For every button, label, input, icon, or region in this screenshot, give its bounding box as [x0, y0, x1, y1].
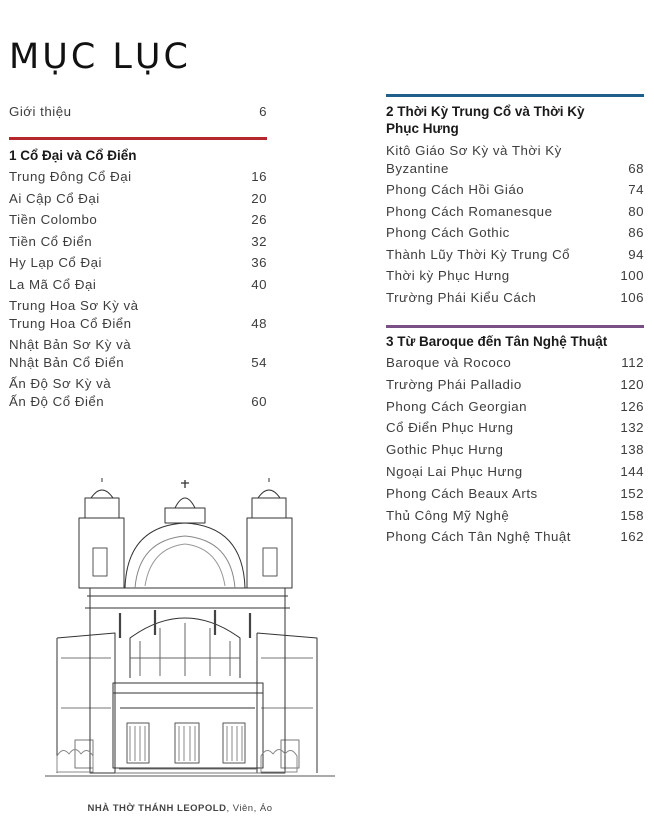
list-item[interactable] — [9, 254, 267, 272]
list-item[interactable] — [386, 354, 644, 372]
entry-page: 120 — [620, 376, 644, 392]
list-item[interactable] — [9, 297, 267, 332]
section3-heading: 3 Từ Baroque đến Tân Nghệ Thuật — [386, 334, 608, 349]
entry-label: Trung Đông Cổ Đại — [9, 169, 132, 184]
entry-page: 94 — [628, 246, 644, 262]
entry-label: Tiền Cổ Điển — [9, 233, 93, 249]
entry-page: 100 — [620, 268, 644, 283]
list-item[interactable] — [386, 441, 644, 459]
entry-page: 126 — [620, 398, 644, 414]
entry-page: 40 — [251, 276, 267, 292]
entry-label: Cổ Điển Phục Hưng — [386, 420, 514, 436]
list-item[interactable] — [9, 233, 267, 251]
list-item[interactable] — [386, 528, 644, 546]
entry-label: Gothic Phục Hưng — [386, 442, 504, 458]
section1-list — [9, 168, 267, 414]
entry-page: 112 — [621, 355, 644, 370]
list-item[interactable] — [9, 168, 267, 186]
entry-label: Hy Lạp Cổ Đại — [9, 255, 102, 270]
entry-page: 48 — [251, 315, 267, 331]
entry-page: 26 — [251, 212, 267, 227]
entry-page: 132 — [620, 420, 644, 436]
entry-label: Trường Phái Palladio — [386, 376, 522, 392]
entry-page: 74 — [628, 182, 644, 197]
entry-label: Trường Phái Kiểu Cách — [386, 289, 537, 305]
list-item[interactable] — [386, 181, 644, 199]
list-item[interactable] — [386, 203, 644, 221]
list-item[interactable] — [386, 142, 644, 177]
entry-label: Ai Cập Cổ Đại — [9, 190, 100, 206]
list-item[interactable] — [386, 463, 644, 481]
entry-label: Nhật Bản Sơ Kỳ và Nhật Bản Cổ Điển — [9, 337, 132, 370]
entry-label: Thời kỳ Phục Hưng — [386, 268, 510, 283]
list-item[interactable] — [386, 419, 644, 437]
list-item[interactable] — [9, 375, 267, 410]
section3-rule — [386, 325, 644, 328]
caption-name: NHÀ THỜ THÁNH LEOPOLD — [87, 803, 227, 814]
entry-page: 68 — [628, 160, 644, 176]
caption-place: , Viên, Áo — [226, 803, 273, 814]
list-item[interactable] — [386, 376, 644, 394]
list-item[interactable] — [386, 507, 644, 525]
list-item[interactable] — [9, 276, 267, 294]
section2-list — [386, 142, 644, 310]
section1-rule — [9, 137, 267, 140]
list-item[interactable] — [9, 211, 267, 229]
entry-page: 16 — [251, 169, 267, 184]
entry-label: Ấn Độ Sơ Kỳ và Ấn Độ Cổ Điển — [9, 376, 112, 409]
section2-heading: 2 Thời Kỳ Trung Cổ và Thời Kỳ Phục Hưng — [386, 104, 585, 136]
section1-heading: 1 Cổ Đại và Cổ Điển — [9, 148, 137, 163]
list-item[interactable] — [386, 224, 644, 242]
list-item[interactable] — [386, 289, 644, 307]
entry-label: Baroque và Rococo — [386, 355, 512, 370]
church-illustration — [35, 478, 340, 780]
entry-label: Phong Cách Hồi Giáo — [386, 182, 525, 197]
entry-label: La Mã Cổ Đại — [9, 276, 97, 292]
entry-label: Phong Cách Beaux Arts — [386, 485, 538, 501]
entry-label: Phong Cách Tân Nghệ Thuật — [386, 529, 571, 545]
entry-page: 54 — [251, 354, 267, 370]
list-item[interactable] — [386, 398, 644, 416]
entry-label: Ngoại Lai Phục Hưng — [386, 463, 523, 479]
entry-page: 80 — [628, 203, 644, 219]
entry-page: 152 — [620, 485, 644, 501]
entry-page: 158 — [620, 507, 644, 523]
list-item[interactable] — [9, 336, 267, 371]
page-title: MỤC LỤC — [9, 37, 191, 78]
list-item[interactable] — [386, 267, 644, 285]
entry-label: Thủ Công Mỹ Nghệ — [386, 507, 510, 523]
entry-page: 162 — [620, 529, 644, 545]
intro-entry[interactable] — [9, 103, 267, 121]
entry-page: 32 — [251, 233, 267, 249]
entry-label: Trung Hoa Sơ Kỳ và Trung Hoa Cổ Điển — [9, 298, 139, 331]
entry-page: 138 — [620, 442, 644, 458]
entry-label: Phong Cách Romanesque — [386, 203, 553, 219]
entry-label: Kitô Giáo Sơ Kỳ và Thời Kỳ Byzantine — [386, 143, 562, 176]
entry-page: 86 — [628, 225, 644, 240]
list-item[interactable] — [386, 246, 644, 264]
entry-page: 20 — [251, 190, 267, 206]
entry-page: 106 — [620, 289, 644, 305]
entry-page: 36 — [251, 255, 267, 270]
entry-page: 144 — [620, 463, 644, 479]
list-item[interactable] — [386, 485, 644, 503]
entry-page: 60 — [251, 393, 267, 409]
entry-label: Phong Cách Gothic — [386, 225, 510, 240]
section2-rule — [386, 94, 644, 97]
illustration-caption — [0, 803, 360, 814]
intro-label: Giới thiệu — [9, 104, 72, 119]
section3-list — [386, 354, 644, 550]
entry-label: Phong Cách Georgian — [386, 398, 528, 414]
intro-page: 6 — [259, 104, 267, 119]
entry-label: Tiền Colombo — [9, 212, 98, 227]
entry-label: Thành Lũy Thời Kỳ Trung Cổ — [386, 246, 571, 262]
list-item[interactable] — [9, 190, 267, 208]
